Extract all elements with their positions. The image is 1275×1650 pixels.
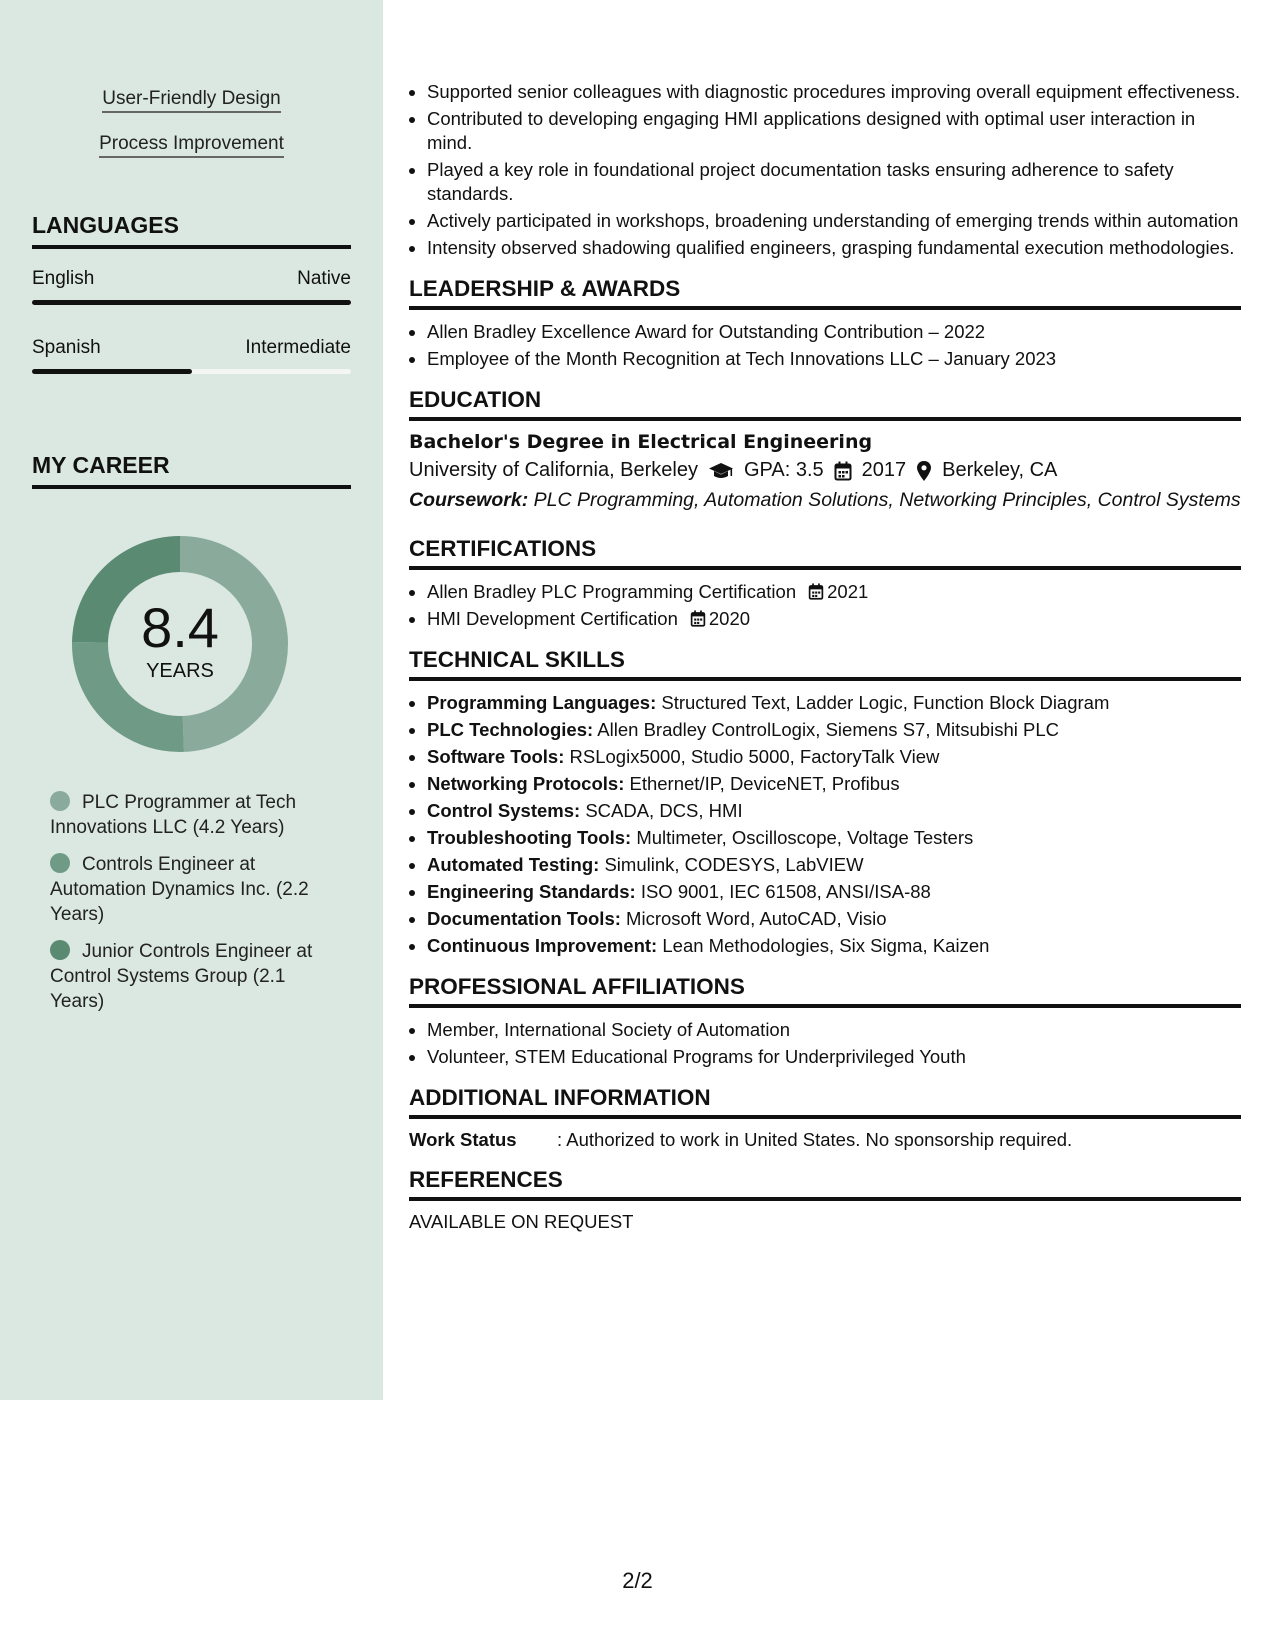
education-coursework: Coursework: PLC Programming, Automation Solutions, Networking Principles, Control Systems [409, 489, 1241, 511]
list-item: • PLC Technologies: Allen Bradley ControlLogix, Siemens S7, Mitsubishi PLC [427, 718, 1241, 742]
career-total [66, 530, 294, 758]
language-proficiency-bar [32, 300, 351, 305]
career-legend-item: Controls Engineer at Automation Dynamics Inc. (2.2 Years) [50, 854, 309, 925]
certifications-list [409, 580, 1241, 631]
list-item: • Documentation Tools: Microsoft Word, AutoCAD, Visio [427, 907, 1241, 931]
section-title-education: EDUCATION [409, 387, 1241, 421]
career-legend-item: Junior Controls Engineer at Control Systems Group (2.1 Years) [50, 941, 313, 1012]
legend-dot-icon [50, 791, 70, 811]
list-item: • Member, International Society of Automation [427, 1018, 1241, 1042]
legend-dot-icon [50, 853, 70, 873]
list-item: • Intensity observed shadowing qualified engineers, grasping fundamental execution methodologies. [427, 236, 1241, 260]
list-item: • Continuous Improvement: Lean Methodologies, Six Sigma, Kaizen [427, 934, 1241, 958]
section-title-technical-skills: TECHNICAL SKILLS [409, 647, 1241, 681]
references-text: AVAILABLE ON REQUEST [409, 1211, 634, 1232]
graduation-cap-icon [708, 461, 734, 481]
work-status-label: Work Status [409, 1129, 517, 1150]
list-item: • Programming Languages: Structured Text, Ladder Logic, Function Block Diagram [427, 691, 1241, 715]
list-item: • HMI Development Certification 2020 [427, 607, 1241, 631]
sidebar [0, 0, 383, 1400]
section-title-leadership: LEADERSHIP & AWARDS [409, 276, 1241, 310]
list-item: • Networking Protocols: Ethernet/IP, DeviceNET, Profibus [427, 772, 1241, 796]
page-number: 2/2 [622, 1568, 653, 1593]
calendar-icon [808, 583, 824, 600]
technical-skills-list [409, 691, 1241, 958]
work-status-value: : Authorized to work in United States. No sponsorship required. [557, 1129, 1073, 1150]
section-title-additional: ADDITIONAL INFORMATION [409, 1085, 1241, 1119]
list-item: • Employee of the Month Recognition at Tech Innovations LLC – January 2023 [427, 347, 1241, 371]
legend-dot-icon [50, 940, 70, 960]
list-item: • Automated Testing: Simulink, CODESYS, LabVIEW [427, 853, 1241, 877]
list-item: • Allen Bradley Excellence Award for Outstanding Contribution – 2022 [427, 320, 1241, 344]
list-item: • Actively participated in workshops, broadening understanding of emerging trends within automation [427, 209, 1241, 233]
leadership-list [409, 320, 1241, 371]
education-degree: Bachelor's Degree in Electrical Engineering [409, 431, 873, 453]
affiliations-list [409, 1018, 1241, 1069]
language-proficiency-fill [32, 369, 192, 374]
list-item: • Played a key role in foundational project documentation tasks ensuring adherence to safety standards. [427, 158, 1241, 206]
list-item: • Control Systems: SCADA, DCS, HMI [427, 799, 1241, 823]
list-item: • Contributed to developing engaging HMI applications designed with optimal user interaction in mind. [427, 107, 1241, 155]
language-name: English [32, 268, 95, 289]
experience-bullets [409, 80, 1241, 260]
list-item: • Engineering Standards: ISO 9001, IEC 61508, ANSI/ISA-88 [427, 880, 1241, 904]
list-item: • Volunteer, STEM Educational Programs for Underprivileged Youth [427, 1045, 1241, 1069]
calendar-icon [834, 461, 852, 481]
education-details [409, 459, 1241, 482]
education-location: Berkeley, CA [942, 459, 1058, 481]
list-item: • Allen Bradley PLC Programming Certification 2021 [427, 580, 1241, 604]
location-pin-icon [916, 460, 932, 482]
calendar-icon [690, 610, 706, 627]
education-gpa: GPA: 3.5 [744, 459, 824, 481]
language-level: Native [297, 268, 351, 289]
education-school: University of California, Berkeley [409, 459, 698, 481]
career-title: MY CAREER [32, 452, 351, 489]
list-item: • Software Tools: RSLogix5000, Studio 5000, FactoryTalk View [427, 745, 1241, 769]
skill-tag: Process Improvement [0, 133, 383, 155]
language-name: Spanish [32, 337, 101, 358]
career-legend-item: PLC Programmer at Tech Innovations LLC (4.2 Years) [50, 792, 297, 838]
section-title-references: REFERENCES [409, 1167, 1241, 1201]
work-status-row [409, 1129, 1241, 1151]
list-item: • Supported senior colleagues with diagnostic procedures improving overall equipment effectiveness. [427, 80, 1241, 104]
language-row [32, 268, 351, 290]
skill-tag: User-Friendly Design [0, 88, 383, 110]
career-total-value: 8.4 [141, 595, 219, 659]
languages-title: LANGUAGES [32, 212, 351, 249]
language-level: Intermediate [245, 337, 351, 358]
section-title-affiliations: PROFESSIONAL AFFILIATIONS [409, 974, 1241, 1008]
language-proficiency-fill [32, 300, 351, 305]
career-donut-chart [66, 530, 294, 758]
list-item: • Troubleshooting Tools: Multimeter, Oscilloscope, Voltage Testers [427, 826, 1241, 850]
career-legend [50, 790, 320, 1026]
language-row [32, 337, 351, 359]
section-title-certifications: CERTIFICATIONS [409, 536, 1241, 570]
main-content [409, 0, 1241, 1233]
education-year: 2017 [861, 459, 907, 481]
career-total-unit: YEARS [146, 659, 214, 682]
language-proficiency-bar [32, 369, 351, 374]
